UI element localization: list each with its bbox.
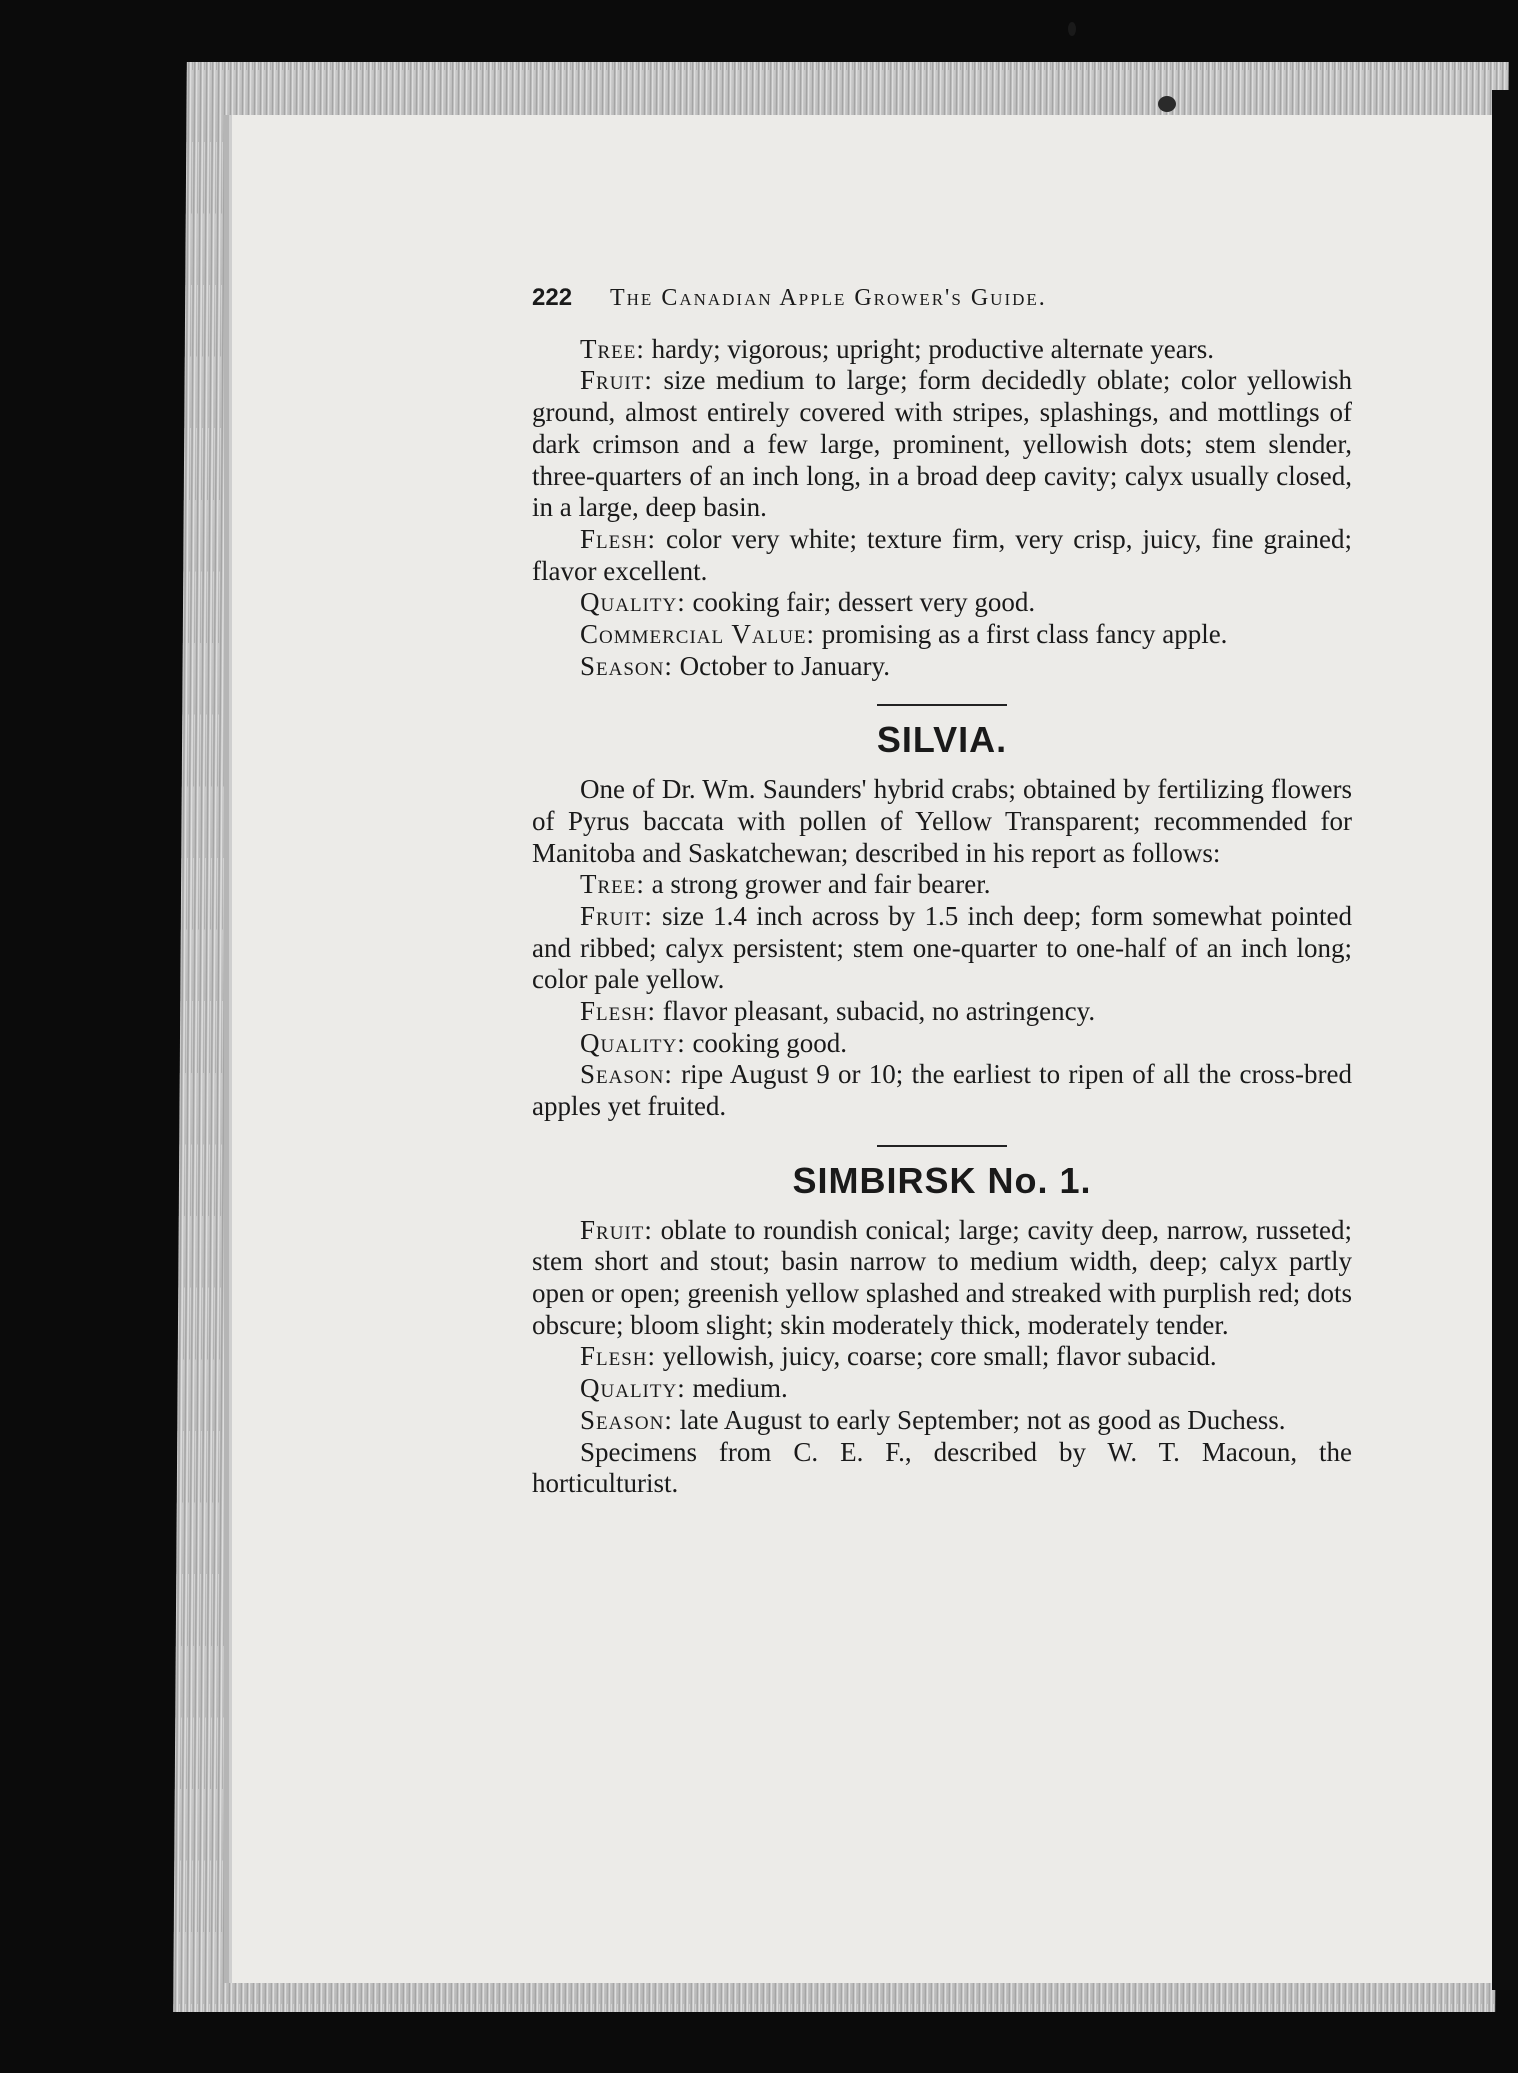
field-label: Flesh: [580, 1341, 657, 1372]
flesh-paragraph [532, 996, 1352, 1028]
scan-speck [1068, 22, 1076, 36]
field-label: Season: [580, 1059, 673, 1090]
field-label: Tree: [580, 869, 645, 900]
specimen-note: Specimens from C. E. F., described by W. T. Macoun, the horticulturist. [532, 1436, 1352, 1499]
field-text: cooking fair; dessert very good. [685, 587, 1036, 618]
field-label: Flesh: [580, 523, 657, 554]
field-label: Flesh: [580, 996, 657, 1027]
intro-paragraph: One of Dr. Wm. Saunders' hybrid crabs; obtained by fertilizing flowers of Pyrus baccata with pollen of Yellow Transparent; recommended for Manitoba and Saskatchewan; described in his report as follows: [532, 774, 1352, 868]
section-divider [877, 704, 1007, 706]
field-text: October to January. [672, 650, 891, 681]
section-heading-simbirsk: SIMBIRSK No. 1. [792, 1159, 1092, 1201]
running-title: The Canadian Apple Grower's Guide. [610, 285, 1047, 311]
field-text: size 1.4 inch across by 1.5 inch deep; form somewhat pointed and ribbed; calyx persistent; stem one-quarter to one-half of an inch long; color pale yellow. [532, 900, 1352, 995]
flesh-paragraph [532, 524, 1352, 587]
page-header [532, 282, 1352, 315]
flesh-paragraph [532, 1341, 1352, 1373]
quality-paragraph [532, 1373, 1352, 1405]
tree-paragraph [532, 334, 1352, 366]
fruit-paragraph [532, 901, 1352, 996]
field-text: a strong grower and fair bearer. [644, 869, 991, 900]
page-number: 222 [532, 284, 573, 311]
field-label: Tree: [580, 333, 645, 364]
season-paragraph [532, 1405, 1352, 1437]
field-label: Fruit: [580, 1214, 653, 1245]
commercial-value-paragraph [532, 619, 1352, 651]
tree-paragraph [532, 869, 1352, 901]
field-text: color very white; texture firm, very crisp, juicy, fine grained; flavor excellent. [532, 523, 1352, 586]
entry-simbirsk [532, 1215, 1352, 1500]
fruit-paragraph [532, 365, 1352, 524]
field-text: yellowish, juicy, coarse; core small; flavor subacid. [656, 1341, 1217, 1372]
field-text: ripe August 9 or 10; the earliest to ripen of all the cross-bred apples yet fruited. [532, 1059, 1352, 1122]
field-label: Season: [580, 650, 673, 681]
field-label: Quality: [580, 587, 686, 618]
quality-paragraph [532, 1028, 1352, 1060]
scan-speck [1158, 96, 1176, 112]
field-label: Fruit: [580, 365, 653, 396]
fruit-paragraph [532, 1215, 1352, 1342]
field-label: Quality: [580, 1027, 686, 1058]
field-text: late August to early September; not as good as Duchess. [672, 1404, 1286, 1435]
page-text [532, 282, 1352, 1500]
entry-continued [532, 334, 1352, 683]
section-divider [877, 1145, 1007, 1147]
season-paragraph [532, 651, 1352, 683]
section-heading-silvia: SILVIA. [876, 719, 1008, 761]
quality-paragraph [532, 587, 1352, 619]
field-label: Fruit: [580, 900, 653, 931]
scan-gutter [1492, 90, 1518, 1990]
field-label: Commercial Value: [580, 619, 816, 650]
season-paragraph [532, 1059, 1352, 1122]
field-text: cooking good. [685, 1027, 847, 1058]
field-text: hardy; vigorous; upright; productive alternate years. [644, 333, 1214, 364]
field-text: promising as a first class fancy apple. [815, 619, 1228, 650]
entry-silvia [532, 774, 1352, 1123]
field-label: Season: [580, 1404, 673, 1435]
field-text: flavor pleasant, subacid, no astringency. [656, 996, 1096, 1027]
field-label: Quality: [580, 1373, 686, 1404]
field-text: oblate to roundish conical; large; cavity deep, narrow, russeted; stem short and stout; basin narrow to medium width, deep; calyx partly open or open; greenish yellow splashed and streaked with purplish red; dots obscure; bloom slight; skin moderately thick, moderately tender. [532, 1214, 1352, 1340]
field-text: size medium to large; form decidedly oblate; color yellowish ground, almost entirely covered with stripes, splashings, and mottlings of dark crimson and a few large, prominent, yellowish dots; stem slender, three-quarters of an inch long, in a broad deep cavity; calyx usually closed, in a large, deep basin. [532, 365, 1352, 523]
field-text: medium. [685, 1373, 788, 1404]
